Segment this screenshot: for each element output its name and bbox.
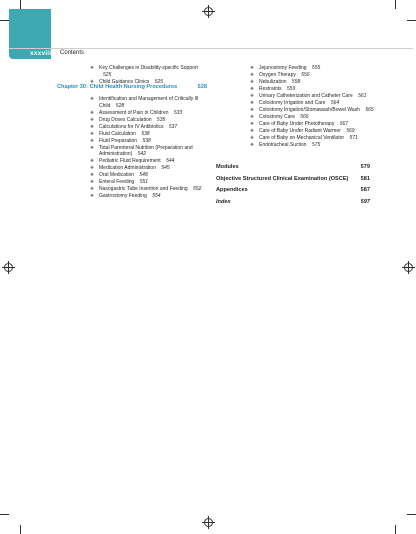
- item-text: Enteral Feeding: [99, 179, 135, 186]
- list-item: [250, 79, 375, 86]
- item-page: 551: [139, 179, 149, 186]
- list-item: [90, 131, 210, 138]
- diamond-bullet-icon: ❖: [90, 116, 95, 122]
- list-item: [90, 186, 210, 193]
- list-item: [250, 86, 375, 93]
- crop-mark: [407, 514, 416, 515]
- page-number: xxxviii: [30, 50, 52, 57]
- item-page: 545: [161, 165, 170, 172]
- diamond-bullet-icon: ❖: [90, 137, 95, 143]
- list-item: [90, 158, 210, 165]
- item-page: 544: [166, 158, 175, 165]
- list-item: [250, 128, 375, 135]
- crop-mark: [407, 20, 416, 21]
- item-page: 561: [358, 92, 367, 99]
- item-text: Identification and Management of Critically Ill: [99, 96, 199, 102]
- main-entry-title: Objective Structured Clinical Examination (OSCE): [216, 175, 349, 182]
- item-page: 564: [330, 99, 340, 106]
- crop-mark: [20, 525, 21, 534]
- registration-mark-left-icon: [4, 263, 13, 272]
- item-text: Endotracheal Suction: [259, 141, 307, 148]
- item-page: 559: [286, 85, 296, 92]
- item-page: 552: [193, 186, 202, 193]
- list-item: [90, 124, 210, 131]
- item-text: Child Guidance Clinics: [99, 78, 150, 85]
- item-text: Gastrostomy Feeding: [99, 193, 147, 199]
- list-item: [90, 193, 210, 200]
- item-text: Fluid Calculation: [99, 130, 136, 137]
- diamond-bullet-icon: ❖: [250, 127, 255, 133]
- item-text: Jejunostomy Feeding: [259, 65, 307, 71]
- diamond-bullet-icon: ❖: [90, 186, 95, 192]
- item-text: Fluid Preparation: [99, 137, 138, 144]
- item-text: Total Parenteral Nutrition (Preparation and: [99, 144, 193, 151]
- diamond-bullet-icon: ❖: [250, 71, 255, 77]
- main-entry-osce: [216, 174, 370, 186]
- item-page: 575: [311, 141, 321, 148]
- list-item: [250, 107, 375, 114]
- list-item: [90, 145, 210, 158]
- diamond-bullet-icon: ❖: [90, 96, 95, 101]
- item-page: 528: [115, 102, 125, 109]
- item-text: Medication Administration: [99, 165, 156, 172]
- list-item: [250, 93, 375, 100]
- diamond-bullet-icon: ❖: [250, 106, 255, 112]
- item-page: 558: [291, 78, 301, 85]
- crop-mark: [0, 514, 9, 515]
- main-entry-title: Modules: [216, 164, 239, 170]
- item-text-continued: Child: [99, 102, 111, 109]
- diamond-bullet-icon: ❖: [250, 85, 255, 91]
- diamond-bullet-icon: ❖: [90, 165, 95, 171]
- registration-mark-bottom-icon: [204, 518, 213, 527]
- item-page: 535: [156, 116, 166, 123]
- item-page: 554: [152, 193, 161, 199]
- list-item: [250, 72, 375, 79]
- diamond-bullet-icon: ❖: [90, 109, 95, 115]
- main-entries: [216, 162, 370, 208]
- item-text: Care of Baby Under Radiant Warmer: [259, 127, 341, 134]
- diamond-bullet-icon: ❖: [250, 65, 255, 70]
- list-item: [90, 96, 210, 109]
- chapter-page: 528: [197, 84, 207, 90]
- item-page: 542: [137, 151, 147, 158]
- registration-mark-right-icon: [404, 263, 413, 272]
- item-page: 556: [301, 71, 310, 78]
- list-item: [250, 100, 375, 107]
- item-text-continued: Administration): [99, 151, 133, 158]
- diamond-bullet-icon: ❖: [250, 141, 255, 147]
- diamond-bullet-icon: ❖: [250, 113, 255, 119]
- item-text: Pediatric Fluid Requirement: [99, 158, 161, 165]
- left-top-list: [90, 65, 210, 86]
- diamond-bullet-icon: ❖: [250, 99, 255, 105]
- main-entry-index: [216, 197, 370, 209]
- item-page: 538: [142, 137, 151, 144]
- item-text: Oxygen Therapy: [259, 71, 296, 78]
- list-item: [90, 110, 210, 117]
- item-text: Colostomy Irrigation/Stomawash/Bowel Wash: [259, 106, 360, 113]
- item-page: 569: [346, 127, 355, 134]
- item-page: 567: [339, 120, 349, 127]
- diamond-bullet-icon: ❖: [90, 130, 95, 136]
- main-entry-page: 597: [360, 198, 370, 205]
- item-page: 555: [311, 65, 321, 71]
- item-text: Drug Doses Calculation: [99, 116, 152, 123]
- item-page: 548: [139, 172, 148, 179]
- diamond-bullet-icon: ❖: [90, 193, 95, 198]
- main-entry-page: 579: [360, 164, 370, 170]
- list-item: [90, 179, 210, 186]
- item-text: Calculations for IV Antibiotics: [99, 123, 164, 130]
- main-entry-page: 581: [360, 175, 370, 182]
- list-item: [90, 172, 210, 179]
- diamond-bullet-icon: ❖: [90, 65, 95, 70]
- item-text: Care of Baby Under Phototherapy: [259, 120, 335, 127]
- list-item: [250, 114, 375, 121]
- main-entry-appendices: [216, 185, 370, 197]
- crop-mark: [20, 0, 21, 9]
- diamond-bullet-icon: ❖: [90, 144, 95, 150]
- crop-mark: [395, 0, 396, 9]
- list-item: [250, 121, 375, 128]
- list-item: [90, 65, 210, 78]
- item-page: 566: [300, 113, 309, 120]
- diamond-bullet-icon: ❖: [90, 179, 95, 185]
- diamond-bullet-icon: ❖: [90, 158, 95, 164]
- diamond-bullet-icon: ❖: [250, 78, 255, 84]
- diamond-bullet-icon: ❖: [250, 120, 255, 126]
- item-page: 538: [141, 130, 150, 137]
- main-entry-title: Index: [216, 198, 231, 205]
- item-page: 525: [103, 71, 112, 78]
- list-item: [90, 165, 210, 172]
- chapter-title: Child Health Nursing Procedures: [89, 84, 178, 90]
- item-text: Assessment of Pain in Children: [99, 109, 169, 116]
- item-text: Nasogastric Tube Insertion and Feeding: [99, 186, 188, 193]
- item-text: Oral Medication: [99, 172, 135, 179]
- item-page: 533: [173, 109, 183, 116]
- main-entry-page: 587: [360, 187, 370, 193]
- diamond-bullet-icon: ❖: [250, 134, 255, 140]
- item-page: 525: [154, 78, 164, 85]
- item-text: Restraints: [259, 85, 282, 92]
- list-item: [250, 135, 375, 142]
- registration-mark-top-icon: [204, 7, 213, 16]
- diamond-bullet-icon: ❖: [90, 123, 95, 129]
- crop-mark: [395, 525, 396, 534]
- item-text: Colostomy Irrigation and Care: [259, 99, 326, 106]
- chapter-number: Chapter 30:: [57, 84, 88, 90]
- diamond-bullet-icon: ❖: [250, 92, 255, 98]
- item-text: Nebulization: [259, 78, 287, 85]
- list-item: [250, 65, 375, 72]
- list-item: [90, 117, 210, 124]
- item-text: Key Challenges in Disability-specific Support: [99, 65, 198, 71]
- item-text: Care of Baby on Mechanical Ventilator: [259, 134, 345, 141]
- list-item: [250, 142, 375, 149]
- main-entry-modules: [216, 162, 370, 174]
- item-page: 571: [349, 134, 358, 141]
- diamond-bullet-icon: ❖: [90, 172, 95, 178]
- list-item: [90, 138, 210, 145]
- item-text: Urinary Catheterization and Catheter Care: [259, 92, 353, 99]
- item-text: Colostomy Care: [259, 113, 295, 120]
- running-head: Contents: [60, 50, 85, 56]
- diamond-bullet-icon: ❖: [90, 78, 95, 84]
- chapter-items-list: [90, 96, 210, 200]
- chapter-heading: [57, 84, 207, 90]
- right-list: [250, 65, 375, 149]
- crop-mark: [0, 20, 9, 21]
- item-page: 565: [365, 106, 374, 113]
- item-page: 537: [168, 123, 178, 130]
- main-entry-title: Appendices: [216, 187, 248, 193]
